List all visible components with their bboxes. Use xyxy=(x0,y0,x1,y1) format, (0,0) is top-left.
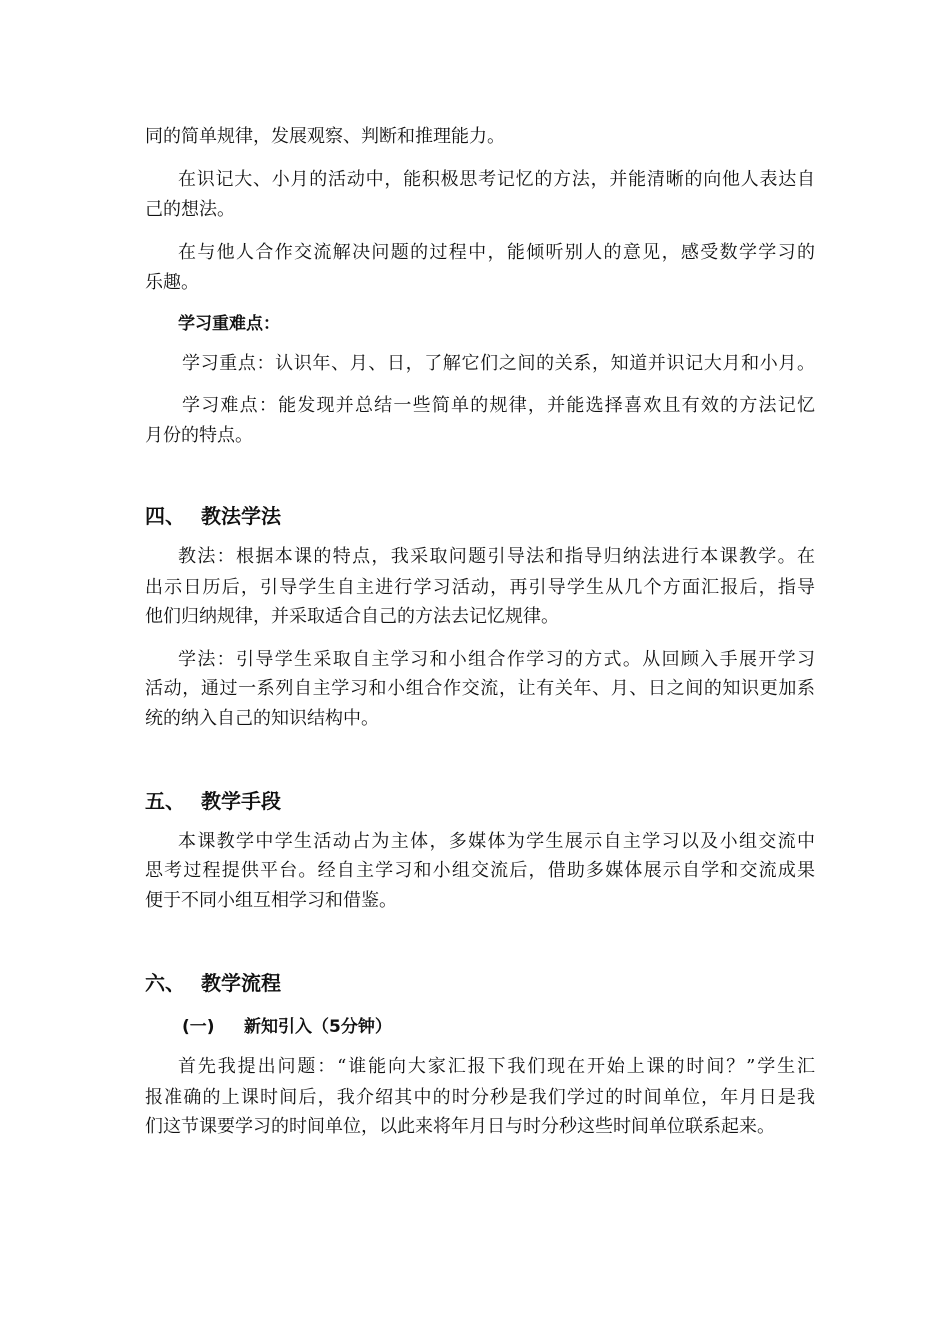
subsection-heading xyxy=(182,1014,852,1040)
difficulty-line: 月份的特点。 xyxy=(145,425,253,446)
section-number: 五、 xyxy=(145,789,185,813)
paragraph-line: 首先我提出问题：“谁能向大家汇报下我们现在开始上课的时间？”学生汇 xyxy=(178,1056,815,1077)
section-heading xyxy=(145,502,281,530)
paragraph-line: 们这节课要学习的时间单位，以此来将年月日与时分秒这些时间单位联系起来。 xyxy=(145,1116,775,1137)
paragraph-line: 本课教学中学生活动占为主体，多媒体为学生展示自主学习以及小组交流中 xyxy=(178,831,815,852)
paragraph-line: 统的纳入自己的知识结构中。 xyxy=(145,708,379,729)
section-heading xyxy=(145,787,281,815)
section-number: 六、 xyxy=(145,971,185,995)
section-title: 教法学法 xyxy=(201,504,281,528)
section-title: 教学流程 xyxy=(201,971,281,995)
paragraph-line: 同的简单规律，发展观察、判断和推理能力。 xyxy=(145,126,505,147)
paragraph-line: 教法：根据本课的特点，我采取问题引导法和指导归纳法进行本课教学。在 xyxy=(178,546,815,567)
section-number: 四、 xyxy=(145,504,185,528)
paragraph-line: 学法：引导学生采取自主学习和小组合作学习的方式。从回顾入手展开学习 xyxy=(178,649,815,670)
paragraph-line: 便于不同小组互相学习和借鉴。 xyxy=(145,890,397,911)
paragraph-line: 他们归纳规律，并采取适合自己的方法去记忆规律。 xyxy=(145,606,559,627)
paragraph-line: 在与他人合作交流解决问题的过程中，能倾听别人的意见，感受数学学习的 xyxy=(178,242,815,263)
section-title: 教学手段 xyxy=(201,789,281,813)
section-heading xyxy=(145,969,281,997)
subsection-number: (一) xyxy=(182,1017,215,1037)
key-points-heading: 学习重难点： xyxy=(178,314,280,334)
subsection-title: 新知引入（5分钟） xyxy=(244,1017,392,1037)
paragraph-line: 出示日历后，引导学生自主进行学习活动，再引导学生从几个方面汇报后，指导 xyxy=(145,577,815,598)
paragraph-line: 活动，通过一系列自主学习和小组合作交流，让有关年、月、日之间的知识更加系 xyxy=(145,678,815,699)
paragraph-line: 己的想法。 xyxy=(145,199,235,220)
difficulty-line: 学习难点：能发现并总结一些简单的规律，并能选择喜欢且有效的方法记忆 xyxy=(182,395,815,416)
paragraph-line: 报准确的上课时间后，我介绍其中的时分秒是我们学过的时间单位，年月日是我 xyxy=(145,1087,815,1108)
paragraph-line: 思考过程提供平台。经自主学习和小组交流后，借助多媒体展示自学和交流成果 xyxy=(145,860,815,881)
focus-line: 学习重点：认识年、月、日，了解它们之间的关系，知道并识记大月和小月。 xyxy=(182,353,815,374)
paragraph-line: 在识记大、小月的活动中，能积极思考记忆的方法，并能清晰的向他人表达自 xyxy=(178,169,815,190)
paragraph-line: 乐趣。 xyxy=(145,272,199,293)
